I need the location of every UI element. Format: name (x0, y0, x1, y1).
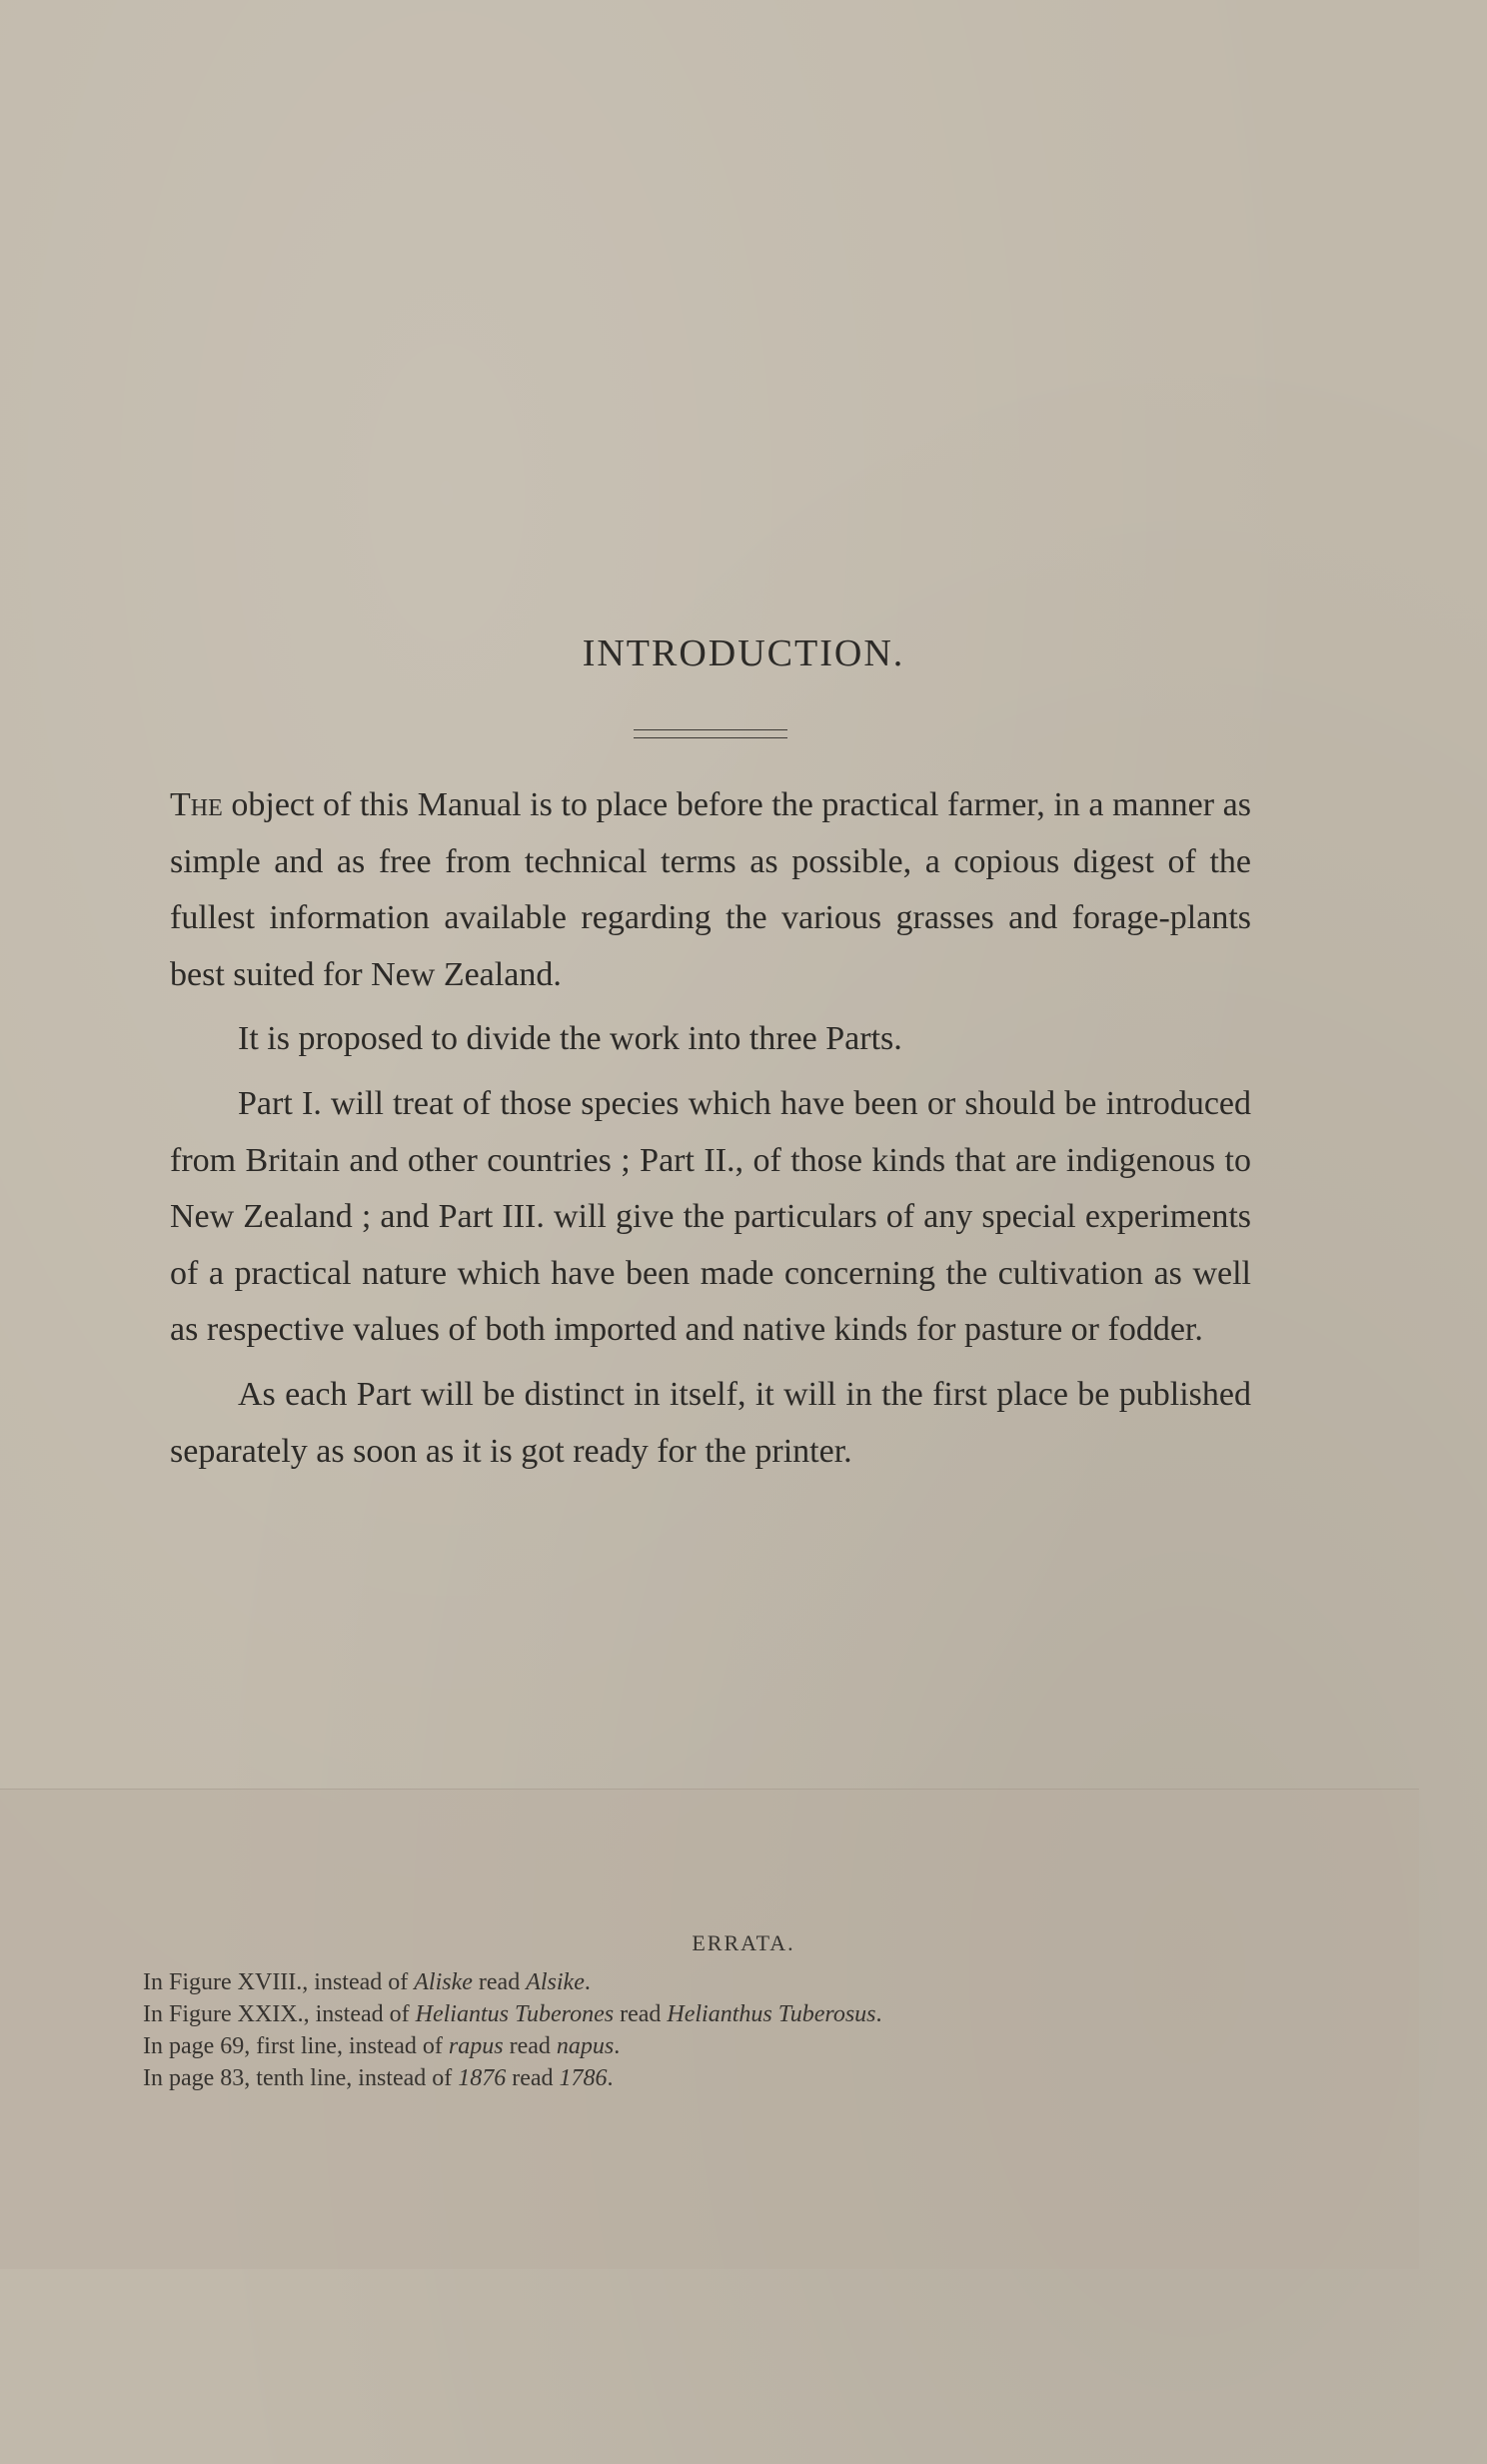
errata-correct-term: Alsike (526, 1969, 585, 1995)
errata-wrong-term: Aliske (414, 1969, 473, 1995)
errata-item: In page 69, first line, instead of rapus read napus. (143, 2033, 621, 2059)
errata-correct-term: napus (556, 2033, 615, 2059)
errata-wrong-term: 1876 (458, 2065, 507, 2091)
errata-correct-term: Helianthus Tuberosus (667, 2001, 876, 2027)
paragraph-1 (170, 777, 1251, 1003)
page-title: INTRODUCTION. (582, 632, 905, 674)
errata-item: In Figure XXIX., instead of Heliantus Tuberones read Helianthus Tuberosus. (143, 2001, 882, 2027)
errata-correct-term: 1786 (559, 2065, 608, 2091)
paragraph-lead-word: The (170, 786, 223, 823)
errata-wrong-term: rapus (448, 2033, 504, 2059)
errata-title: ERRATA. (692, 1930, 795, 1955)
errata-item: In page 83, tenth line, instead of 1876 read 1786. (143, 2065, 614, 2091)
paragraph-2: It is proposed to divide the work into three Parts. (238, 1020, 902, 1058)
errata-list (143, 1966, 1342, 2094)
paragraph-3: Part I. will treat of those species which have been or should be introduced from Britain and other countries ; Part II., of those kinds that are indigenous to New Zealand ; and Part III. will give the particulars of any special experiments of a practical nature which have been made concerning the cultivation as well as respective values of both imported and native kinds for pasture or fodder. (170, 1084, 1251, 1349)
title-double-rule (634, 729, 787, 738)
errata-item: In Figure XVIII., instead of Aliske read Alsike. (143, 1969, 591, 1995)
paragraph-4: As each Part will be distinct in itself, it will in the first place be published separately as soon as it is got ready for the printer. (170, 1375, 1251, 1470)
introduction-body (170, 777, 1251, 1488)
paragraph-1-text: object of this Manual is to place before the practical farmer, in a manner as simple and as free from technical terms as possible, a copious digest of the fullest information available regarding the various grasses and forage-plants best suited for New Zealand. (170, 786, 1251, 993)
errata-wrong-term: Heliantus Tuberones (415, 2001, 615, 2027)
